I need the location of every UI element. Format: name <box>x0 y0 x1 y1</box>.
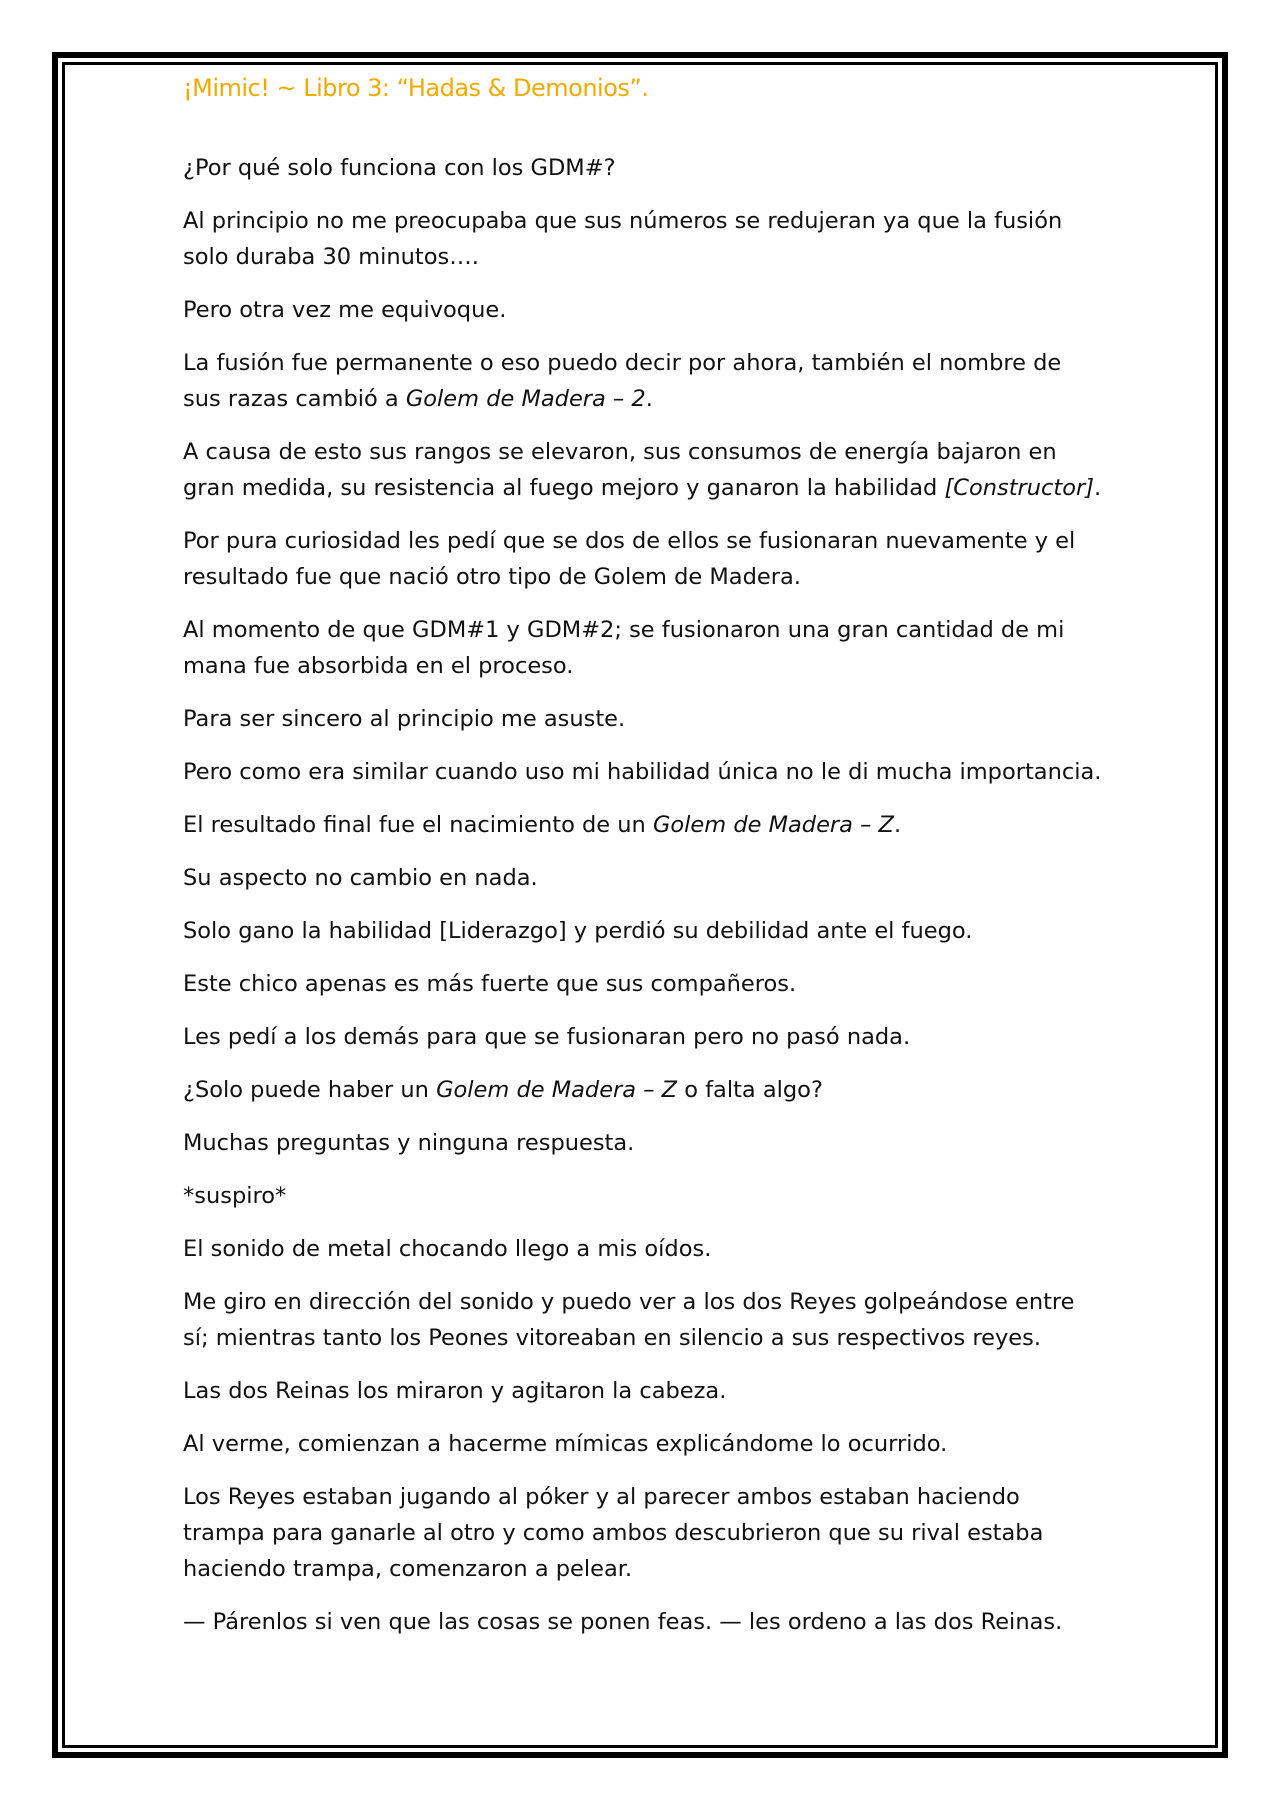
italic-text: Golem de Madera – Z <box>436 1077 678 1103</box>
paragraph <box>183 1426 1103 1462</box>
body-text <box>183 150 1103 1657</box>
text-run: Al principio no me preocupaba que sus números se redujeran ya que la fusión solo duraba 30 minutos…. <box>183 208 1063 270</box>
paragraph <box>183 754 1103 790</box>
text-run: El sonido de metal chocando llego a mis oídos. <box>183 1236 712 1262</box>
paragraph <box>183 1373 1103 1409</box>
paragraph <box>183 612 1103 684</box>
text-run: Pero como era similar cuando uso mi habilidad única no le di mucha importancia. <box>183 759 1102 785</box>
paragraph <box>183 1019 1103 1055</box>
text-run: ¿Solo puede haber un <box>183 1077 437 1103</box>
paragraph <box>183 913 1103 949</box>
paragraph <box>183 523 1103 595</box>
italic-text: [Constructor] <box>944 475 1095 501</box>
paragraph <box>183 292 1103 328</box>
text-run: Les pedí a los demás para que se fusionaran pero no pasó nada. <box>183 1024 911 1050</box>
paragraph <box>183 150 1103 186</box>
paragraph <box>183 203 1103 275</box>
text-run: Solo gano la habilidad [Liderazgo] y perdió su debilidad ante el fuego. <box>183 918 973 944</box>
text-run: Los Reyes estaban jugando al póker y al parecer ambos estaban haciendo trampa para ganarle al otro y como ambos descubrieron que su rival estaba haciendo trampa, comenzaron a pelear. <box>183 1484 1044 1582</box>
text-run: Su aspecto no cambio en nada. <box>183 865 538 891</box>
paragraph <box>183 434 1103 506</box>
text-run: Al momento de que GDM#1 y GDM#2; se fusionaron una gran cantidad de mi mana fue absorbida en el proceso. <box>183 617 1065 679</box>
paragraph <box>183 1178 1103 1214</box>
paragraph <box>183 807 1103 843</box>
text-run: Al verme, comienzan a hacerme mímicas explicándome lo ocurrido. <box>183 1431 948 1457</box>
italic-text: Golem de Madera – 2 <box>405 386 646 412</box>
text-run: Las dos Reinas los miraron y agitaron la cabeza. <box>183 1378 727 1404</box>
text-run: *suspiro* <box>183 1183 287 1209</box>
text-run: Muchas preguntas y ninguna respuesta. <box>183 1130 635 1156</box>
paragraph <box>183 1072 1103 1108</box>
paragraph <box>183 701 1103 737</box>
text-run: . <box>1094 475 1102 501</box>
text-run: El resultado final fue el nacimiento de un <box>183 812 653 838</box>
paragraph <box>183 1231 1103 1267</box>
text-run: Me giro en dirección del sonido y puedo ver a los dos Reyes golpeándose entre sí; mientras tanto los Peones vitoreaban en silencio a sus respectivos reyes. <box>183 1289 1075 1351</box>
paragraph <box>183 1125 1103 1161</box>
paragraph <box>183 860 1103 896</box>
text-run: Por pura curiosidad les pedí que se dos de ellos se fusionaran nuevamente y el resultado fue que nació otro tipo de Golem de Madera. <box>183 528 1076 590</box>
text-run: . <box>645 386 653 412</box>
paragraph <box>183 966 1103 1002</box>
paragraph <box>183 1479 1103 1587</box>
paragraph <box>183 1604 1103 1640</box>
text-run: — Párenlos si ven que las cosas se ponen feas. — les ordeno a las dos Reinas. <box>183 1609 1063 1635</box>
text-run: A causa de esto sus rangos se elevaron, sus consumos de energía bajaron en gran medida, su resistencia al fuego mejoro y ganaron la habilidad <box>183 439 1057 501</box>
italic-text: Golem de Madera – Z <box>652 812 894 838</box>
text-run: . <box>893 812 902 838</box>
text-run: Este chico apenas es más fuerte que sus compañeros. <box>183 971 797 997</box>
paragraph <box>183 1284 1103 1356</box>
text-run: La fusión fue permanente o eso puedo decir por ahora, también el nombre de sus razas cambió a <box>183 350 1062 412</box>
running-header: ¡Mimic! ~ Libro 3: “Hadas & Demonios”. <box>183 74 649 102</box>
text-run: Pero otra vez me equivoque. <box>183 297 507 323</box>
text-run: Para ser sincero al principio me asuste. <box>183 706 626 732</box>
paragraph <box>183 345 1103 417</box>
text-run: o falta algo? <box>677 1077 823 1103</box>
text-run: ¿Por qué solo funciona con los GDM#? <box>183 155 616 181</box>
